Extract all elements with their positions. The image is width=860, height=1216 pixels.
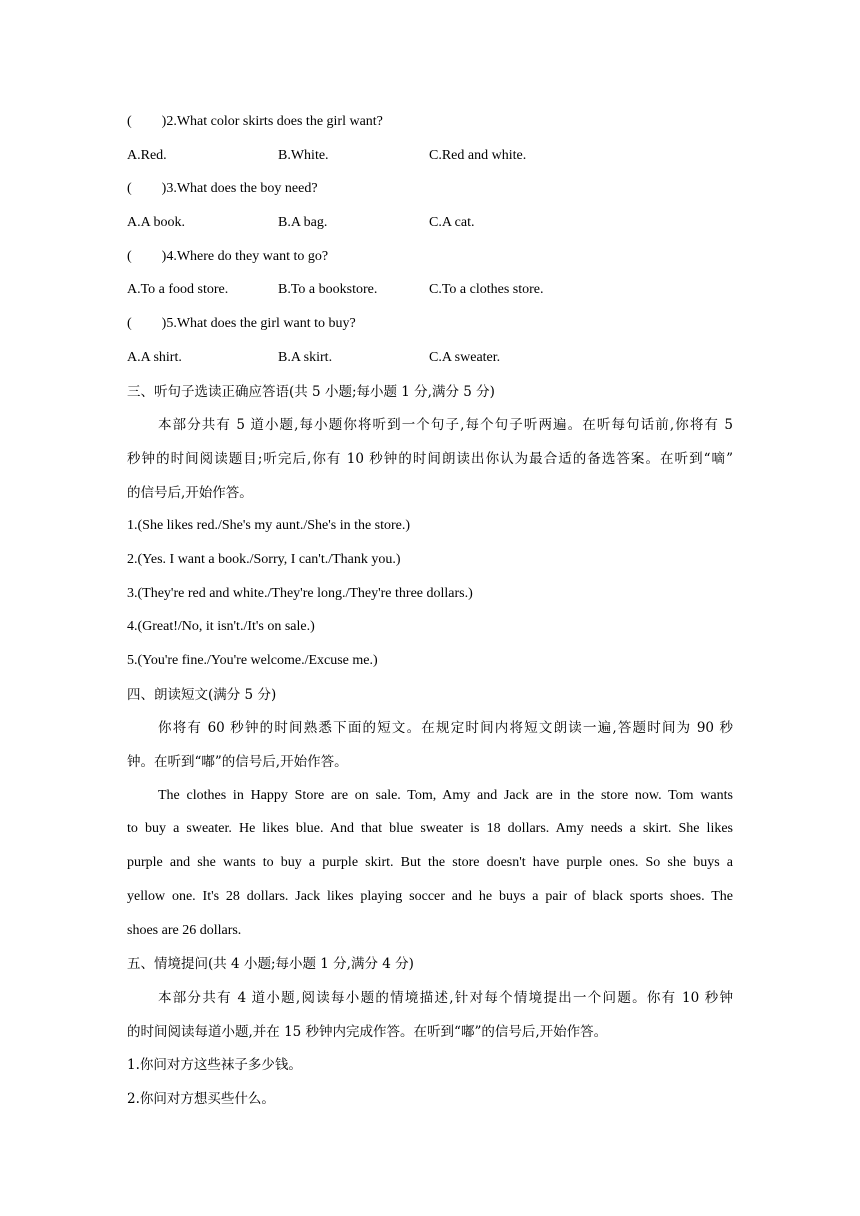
answer-paren-close: ) [161, 316, 167, 332]
passage-line: The clothes in Happy Store are on sale. Tom, Amy and Jack are in the store now. Tom wants [158, 787, 733, 803]
section-instructions-line: 的时间阅读每道小题,并在 15 秒钟内完成作答。在听到“嘟”的信号后,开始作答。 [127, 1023, 608, 1040]
question-options [127, 280, 733, 314]
answer-paren-open: ( [127, 248, 132, 264]
question-stem [127, 247, 733, 281]
section-3 [127, 382, 733, 685]
section-instructions-line: 秒钟的时间阅读题目;听完后,你有 10 秒钟的时间朗读出你认为最合适的备选答案。在听到“嘀” [127, 450, 733, 467]
answer-paren-close: ) [161, 248, 167, 264]
section-instructions-line: 本部分共有 4 道小题,阅读每小题的情境描述,针对每个情境提出一个问题。你有 10 秒钟 [158, 989, 733, 1006]
answer-paren-close: ) [161, 181, 167, 197]
option-c: C.Red and white. [429, 147, 527, 163]
option-a: A.A book. [127, 215, 185, 231]
section-instructions-line: 本部分共有 5 道小题,每小题你将听到一个句子,每个句子听两遍。在听每句话前,你将有 5 [158, 417, 733, 434]
option-b: B.To a bookstore. [278, 282, 378, 298]
passage-line: purple and she wants to buy a purple skirt. But the store doesn't have purple ones. So she buys a [127, 855, 733, 871]
question-options [127, 213, 733, 247]
question-text: 4.Where do they want to go? [166, 248, 329, 264]
question-options [127, 146, 733, 180]
answer-paren-open: ( [127, 181, 132, 197]
question-text: 3.What does the boy need? [166, 181, 318, 197]
option-c: C.A cat. [429, 215, 475, 231]
question-stem [127, 314, 733, 348]
option-c: C.To a clothes store. [429, 282, 544, 298]
question-options [127, 348, 733, 382]
section-instructions-line: 你将有 60 秒钟的时间熟悉下面的短文。在规定时间内将短文朗读一遍,答题时间为 90 秒 [158, 720, 733, 737]
option-c: C.A sweater. [429, 349, 501, 365]
response-item: 5.(You're fine./You're welcome./Excuse me.) [127, 653, 378, 668]
section-5 [127, 954, 733, 1122]
situation-item: 2.你问对方想买些什么。 [127, 1090, 275, 1107]
situation-item: 1.你问对方这些袜子多少钱。 [127, 1057, 302, 1074]
question-stem [127, 179, 733, 213]
passage-line: to buy a sweater. He likes blue. And that blue sweater is 18 dollars. Amy needs a skirt. She likes [127, 821, 733, 837]
listening-questions [127, 112, 733, 382]
option-b: B.A bag. [278, 215, 328, 231]
exam-page [127, 112, 733, 1123]
passage-line: yellow one. It's 28 dollars. Jack likes playing soccer and he buys a pair of black sports shoes. The [127, 888, 733, 904]
option-a: A.To a food store. [127, 282, 229, 298]
question-text: 2.What color skirts does the girl want? [166, 114, 383, 129]
section-4 [127, 685, 733, 955]
question-stem [127, 112, 733, 146]
option-b: B.A skirt. [278, 349, 333, 365]
response-item: 2.(Yes. I want a book./Sorry, I can't./Thank you.) [127, 551, 401, 567]
answer-paren-close: ) [161, 114, 167, 129]
section-instructions-line: 钟。在听到“嘟”的信号后,开始作答。 [127, 754, 348, 771]
answer-paren-open: ( [127, 316, 132, 332]
response-item: 1.(She likes red./She's my aunt./She's in the store.) [127, 518, 411, 534]
answer-paren-open: ( [127, 114, 132, 129]
option-a: A.Red. [127, 147, 167, 163]
section-heading: 三、听句子选读正确应答语(共 5 小题;每小题 1 分,满分 5 分) [127, 383, 495, 400]
option-a: A.A shirt. [127, 349, 182, 365]
question-text: 5.What does the girl want to buy? [166, 316, 356, 332]
passage-line: shoes are 26 dollars. [127, 922, 242, 938]
option-b: B.White. [278, 147, 329, 163]
response-item: 4.(Great!/No, it isn't./It's on sale.) [127, 619, 315, 635]
section-heading: 四、朗读短文(满分 5 分) [127, 686, 277, 703]
section-instructions-line: 的信号后,开始作答。 [127, 484, 253, 501]
section-heading: 五、情境提问(共 4 小题;每小题 1 分,满分 4 分) [127, 956, 414, 973]
response-item: 3.(They're red and white./They're long./They're three dollars.) [127, 585, 473, 601]
